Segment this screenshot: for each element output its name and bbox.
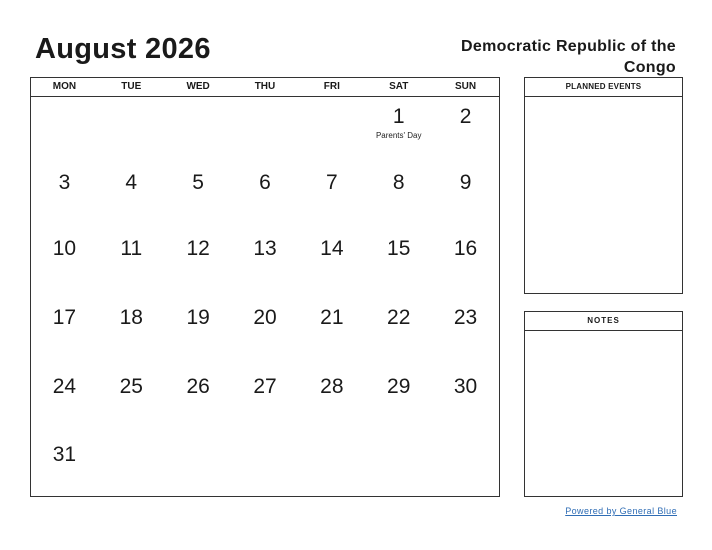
day-cell	[298, 298, 365, 367]
day-cell	[165, 435, 232, 506]
day-number: 30	[453, 375, 478, 398]
day-cell	[432, 163, 499, 229]
day-number	[298, 435, 365, 444]
day-cell	[98, 367, 165, 435]
day-number: 16	[453, 237, 478, 260]
day-cell	[298, 163, 365, 229]
day-number	[365, 435, 432, 444]
day-cell	[31, 367, 98, 435]
weekday-sat: SAT	[389, 81, 409, 92]
day-number: 4	[125, 171, 138, 194]
weekday-thu: THU	[254, 81, 276, 92]
day-number	[165, 435, 232, 444]
day-number: 14	[320, 237, 344, 260]
country-name: Democratic Republic of the Congo	[461, 38, 676, 76]
day-number: 24	[52, 375, 77, 398]
day-number: 10	[52, 237, 77, 260]
day-cell	[31, 435, 98, 506]
day-cell	[365, 435, 432, 506]
day-number: 18	[119, 306, 143, 329]
day-cell	[232, 435, 299, 506]
day-cell	[432, 298, 499, 367]
day-number: 21	[320, 306, 344, 329]
day-number: 17	[52, 306, 77, 329]
day-cell	[98, 435, 165, 506]
day-cell	[165, 163, 232, 229]
day-cell	[298, 367, 365, 435]
day-cell	[365, 229, 432, 298]
day-cell	[31, 229, 98, 298]
day-number: 23	[453, 306, 478, 329]
day-number: 13	[253, 237, 277, 260]
weekday-tue: TUE	[121, 81, 142, 92]
day-cell	[31, 163, 98, 229]
weekday-mon: MON	[52, 81, 77, 92]
weekday-wed: WED	[186, 81, 210, 92]
day-cell	[165, 367, 232, 435]
day-number: 1	[392, 105, 405, 128]
day-cell	[98, 163, 165, 229]
day-number: 22	[387, 306, 411, 329]
day-number: 29	[387, 375, 411, 398]
day-cell	[365, 298, 432, 367]
day-number	[31, 97, 98, 106]
day-cell	[165, 229, 232, 298]
planned-events-panel	[524, 77, 683, 294]
day-number: 19	[186, 306, 210, 329]
day-cell	[98, 97, 165, 163]
day-cell	[31, 298, 98, 367]
day-number: 12	[186, 237, 210, 260]
day-grid	[31, 97, 499, 506]
day-cell	[365, 97, 432, 163]
day-cell	[298, 97, 365, 163]
day-cell	[365, 367, 432, 435]
holiday-label: Parents' Day	[375, 131, 422, 140]
powered-by-link[interactable]: Powered by General Blue	[565, 506, 677, 516]
day-number	[298, 97, 365, 106]
day-number: 25	[119, 375, 143, 398]
weekday-fri: FRI	[323, 81, 340, 92]
day-number	[98, 435, 165, 444]
day-number	[432, 435, 499, 444]
day-cell	[165, 298, 232, 367]
day-cell	[232, 367, 299, 435]
day-cell	[298, 229, 365, 298]
day-number: 11	[120, 237, 143, 260]
day-number: 5	[192, 171, 204, 194]
day-cell	[232, 298, 299, 367]
day-number: 9	[459, 171, 472, 194]
day-cell	[232, 97, 299, 163]
day-cell	[432, 435, 499, 506]
day-cell	[432, 367, 499, 435]
day-cell	[432, 229, 499, 298]
day-number: 3	[58, 171, 71, 194]
day-cell	[165, 97, 232, 163]
day-number	[232, 97, 299, 106]
notes-panel	[524, 311, 683, 497]
day-number: 7	[326, 171, 338, 194]
day-number: 8	[392, 171, 405, 194]
day-cell	[98, 298, 165, 367]
day-cell	[98, 229, 165, 298]
day-cell	[31, 97, 98, 163]
planned-events-header: PLANNED EVENTS	[525, 78, 682, 97]
day-number	[98, 97, 165, 106]
day-number: 28	[320, 375, 344, 398]
day-number: 26	[186, 375, 210, 398]
day-number	[165, 97, 232, 106]
day-number: 6	[259, 171, 271, 194]
day-number: 31	[52, 443, 77, 466]
day-cell	[298, 435, 365, 506]
weekday-sun: SUN	[455, 81, 477, 92]
weekday-header-row	[31, 78, 499, 97]
day-number: 2	[459, 105, 472, 128]
day-number	[232, 435, 299, 444]
page-title: August 2026	[35, 33, 211, 65]
day-cell	[365, 163, 432, 229]
day-cell	[432, 97, 499, 163]
day-cell	[232, 229, 299, 298]
day-number: 20	[253, 306, 277, 329]
calendar-grid	[30, 77, 500, 497]
notes-header: NOTES	[525, 312, 682, 331]
day-cell	[232, 163, 299, 229]
day-number: 15	[387, 237, 411, 260]
day-number: 27	[253, 375, 277, 398]
